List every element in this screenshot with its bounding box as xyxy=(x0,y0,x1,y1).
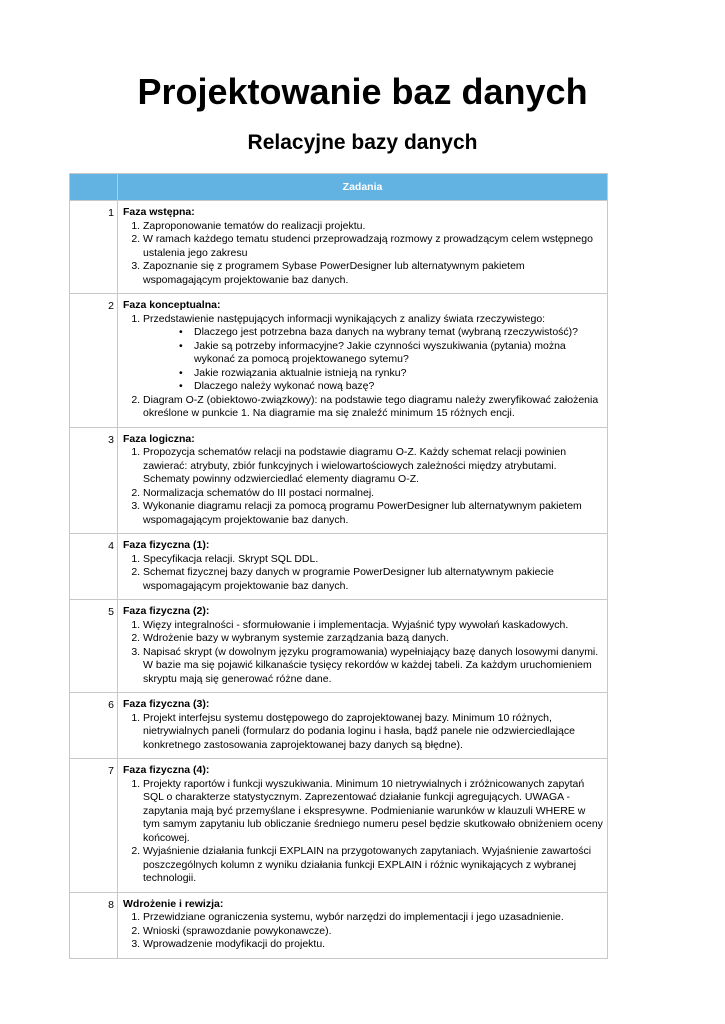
task-list xyxy=(123,313,603,421)
task-list xyxy=(123,220,603,288)
list-item: 1. Projekt interfejsu systemu dostępowego do zaprojektowanej bazy. Minimum 10 różnych, nietrywialnych paneli (formularz do podania loginu i hasła, bądź panele nie odzwierciedlające konkretnego zastosowania zaprojektowanej bazy danych są błędne). xyxy=(143,712,603,753)
phase-title: Wdrożenie i rewizja: xyxy=(123,897,224,910)
bullet-item: • Dlaczego należy wykonać nową bazę? xyxy=(174,380,603,394)
list-item: 2. W ramach każdego tematu studenci przeprowadzają rozmowy z prowadzącym celem wstępnego ustalenia jego zakresu xyxy=(143,233,603,260)
list-item: 3. Zapoznanie się z programem Sybase PowerDesigner lub alternatywnym pakietem wspomagającym projektowanie baz danych. xyxy=(143,260,603,287)
page-subtitle: Relacyjne bazy danych xyxy=(247,131,478,154)
row-content xyxy=(118,693,608,759)
row-content xyxy=(118,892,608,958)
list-item: 3. Wykonanie diagramu relacji za pomocą programu PowerDesigner lub alternatywnym pakietem wspomagającym projektowanie baz danych. xyxy=(143,500,603,527)
phase-title: Faza fizyczna (1): xyxy=(123,539,210,551)
task-list xyxy=(123,446,603,527)
row-content xyxy=(118,427,608,534)
row-number: 8 xyxy=(70,892,118,958)
row-number: 2 xyxy=(70,294,118,428)
bullet-item: • Dlaczego jest potrzebna baza danych na wybrany temat (wybraną rzeczywistość)? xyxy=(174,326,603,340)
table-row xyxy=(70,892,608,958)
table-row xyxy=(70,427,608,534)
row-content xyxy=(118,294,608,428)
list-item xyxy=(143,313,603,394)
tasks-column-header: Zadania xyxy=(118,174,608,201)
row-content xyxy=(118,600,608,693)
list-item: 3. Napisać skrypt (w dowolnym języku programowania) wypełniający bazę danych losowymi danymi. W bazie ma się pojawić kilkanaście tysięcy rekordów w każdej tabeli. Za każdym uruchomieniem skryptu mają się generować różne dane. xyxy=(143,646,603,687)
table-row xyxy=(70,201,608,294)
task-list xyxy=(123,911,603,952)
row-number: 1 xyxy=(70,201,118,294)
phase-title: Faza fizyczna (3): xyxy=(123,698,210,710)
list-item: 1. Projekty raportów i funkcji wyszukiwania. Minimum 10 nietrywialnych i zróżnicowanych zapytań SQL o charakterze statystycznym. Zaprezentować działanie funkcji agregujących. UWAGA - zapytania mają być przemyślane i ekspresywne. Podmienianie warunków w klauzuli WHERE w tym samym zapytaniu lub obliczanie średniego numeru pesel będzie skutkowało obniżeniem oceny końcowej. xyxy=(143,778,603,846)
phase-title: Faza wstępna: xyxy=(123,206,195,218)
question-list xyxy=(143,326,603,394)
list-item: 3. Wprowadzenie modyfikacji do projektu. xyxy=(143,938,603,952)
bullet-item: • Jakie są potrzeby informacyjne? Jakie czynności wyszukiwania (pytania) można wykonać za pomocą projektowanego sytemu? xyxy=(174,340,603,367)
list-item-text: Przedstawienie następujących informacji wynikających z analizy świata rzeczywistego: xyxy=(143,312,546,325)
table-row xyxy=(70,534,608,600)
row-content xyxy=(118,534,608,600)
phase-title: Faza konceptualna: xyxy=(123,299,221,311)
list-item: 1. Więzy integralności - sformułowanie i implementacja. Wyjaśnić typy wywołań kaskadowych. xyxy=(143,619,603,633)
list-item: 2. Normalizacja schematów do III postaci normalnej. xyxy=(143,487,603,501)
list-item: 1. Przewidziane ograniczenia systemu, wybór narzędzi do implementacji i jego uzasadnienie. xyxy=(143,911,603,925)
list-item: 1. Specyfikacja relacji. Skrypt SQL DDL. xyxy=(143,553,603,567)
task-list xyxy=(123,712,603,753)
number-column-header xyxy=(70,174,118,201)
row-number: 7 xyxy=(70,759,118,893)
list-item: 2. Wdrożenie bazy w wybranym systemie zarządzania bazą danych. xyxy=(143,632,603,646)
row-content xyxy=(118,201,608,294)
table-row xyxy=(70,693,608,759)
row-number: 5 xyxy=(70,600,118,693)
task-list xyxy=(123,778,603,886)
list-item: 2. Wyjaśnienie działania funkcji EXPLAIN na przygotowanych zapytaniach. Wyjaśnienie zawartości poszczególnych kolumn z wyniku działania funkcji EXPLAIN i różnic wynikających z wybranej technologii. xyxy=(143,845,603,886)
list-item: 1. Propozycja schematów relacji na podstawie diagramu O-Z. Każdy schemat relacji powinien zawierać: atrybuty, zbiór funkcyjnych i wielowartościowych zależności między atrybutami. Schematy powinny odzwierciedlać elementy diagramu O-Z. xyxy=(143,446,603,487)
list-item: 1. Zaproponowanie tematów do realizacji projektu. xyxy=(143,220,603,234)
task-list xyxy=(123,619,603,687)
phase-title: Faza fizyczna (4): xyxy=(123,764,210,776)
table-row xyxy=(70,600,608,693)
task-list xyxy=(123,553,603,594)
table-header-row xyxy=(70,174,608,201)
page-title: Projektowanie baz danych xyxy=(137,71,588,112)
list-item: 2. Schemat fizycznej bazy danych w programie PowerDesigner lub alternatywnym pakiecie wspomagającym projektowanie baz danych. xyxy=(143,566,603,593)
row-number: 6 xyxy=(70,693,118,759)
phase-title: Faza logiczna: xyxy=(123,432,195,445)
row-content xyxy=(118,759,608,893)
list-item: 2. Diagram O-Z (obiektowo-związkowy): na podstawie tego diagramu należy zweryfikować założenia określone w punkcie 1. Na diagramie ma się znaleźć minimum 15 różnych encji. xyxy=(143,394,603,421)
table-row xyxy=(70,294,608,428)
bullet-item: • Jakie rozwiązania aktualnie istnieją na rynku? xyxy=(174,367,603,381)
row-number: 3 xyxy=(70,427,118,534)
row-number: 4 xyxy=(70,534,118,600)
tasks-table xyxy=(69,173,608,959)
phase-title: Faza fizyczna (2): xyxy=(123,605,210,617)
list-item: 2. Wnioski (sprawozdanie powykonawcze). xyxy=(143,925,603,939)
table-row xyxy=(70,759,608,893)
